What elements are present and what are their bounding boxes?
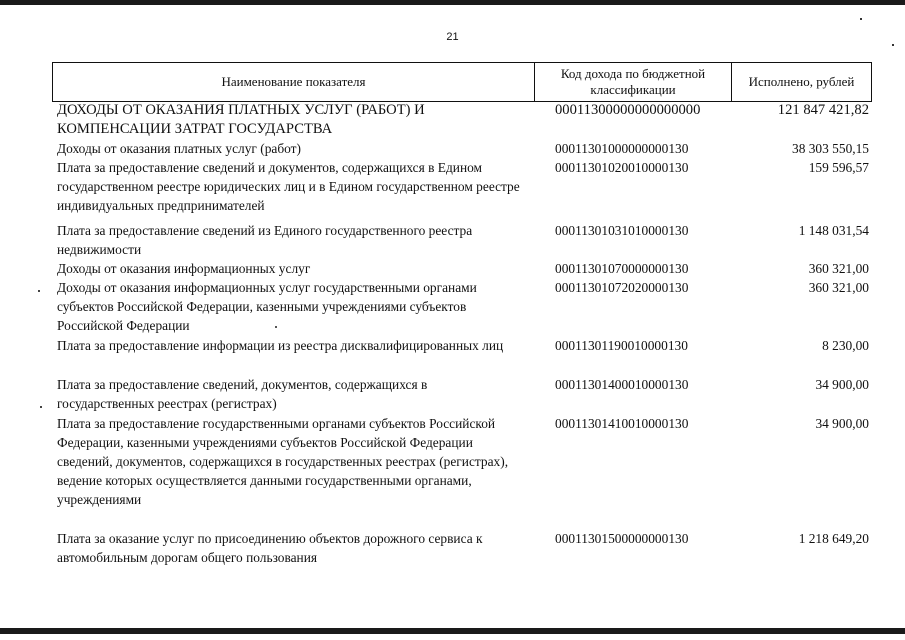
row-code: 00011301400010000130 [555, 377, 689, 392]
row-amount: 360 321,00 [808, 280, 869, 295]
row-code: 00011301020010000130 [555, 160, 689, 175]
scan-speck [40, 406, 42, 408]
row-code: 00011301031010000130 [555, 223, 689, 238]
scan-speck [892, 44, 894, 46]
header-name-column: Наименование показателя [53, 63, 535, 101]
row-name: Плата за предоставление сведений из Единого государственного реестра недвижимости [57, 223, 473, 257]
row-name: Доходы от оказания информационных услуг государственными органами субъектов Российской Федерации, казенными учреждениями субъектов Российской Федерации [57, 280, 477, 333]
row-amount: 159 596,57 [808, 160, 869, 175]
bottom-scan-border [0, 628, 905, 634]
row-code: 00011300000000000000 [555, 102, 701, 118]
page-number: 21 [446, 31, 459, 43]
table-header [52, 62, 872, 102]
row-name: Плата за оказание услуг по присоединению объектов дорожного сервиса к автомобильным дорогам общего пользования [57, 531, 483, 565]
row-code: 00011301410010000130 [555, 416, 689, 431]
row-amount: 1 148 031,54 [798, 223, 869, 238]
header-code-column: Код дохода по бюджетной классификации [535, 63, 732, 101]
scan-speck [38, 290, 40, 292]
header-amount-column: Исполнено, рублей [748, 74, 855, 89]
row-code: 00011301072020000130 [555, 280, 689, 295]
row-amount: 34 900,00 [815, 416, 869, 431]
scan-speck [860, 18, 862, 20]
row-amount: 121 847 421,82 [777, 102, 869, 118]
row-amount: 360 321,00 [808, 261, 869, 276]
row-name: Плата за предоставление сведений и документов, содержащихся в Едином государственном реестре юридических лиц и в Едином государственном реестре индивидуальных предпринимателей [57, 160, 520, 213]
row-amount: 38 303 550,15 [792, 141, 869, 156]
row-name: ДОХОДЫ ОТ ОКАЗАНИЯ ПЛАТНЫХ УСЛУГ (РАБОТ) И КОМПЕНСАЦИИ ЗАТРАТ ГОСУДАРСТВА [57, 102, 425, 137]
row-name: Доходы от оказания платных услуг (работ) [57, 141, 301, 156]
row-amount: 1 218 649,20 [798, 531, 869, 546]
row-code: 00011301500000000130 [555, 531, 689, 546]
row-name: Плата за предоставление сведений, документов, содержащихся в государственных реестрах (регистрах) [57, 377, 428, 411]
row-amount: 8 230,00 [822, 338, 869, 353]
row-code: 00011301000000000130 [555, 141, 689, 156]
row-code: 00011301190010000130 [555, 338, 688, 353]
row-name: Плата за предоставление информации из реестра дисквалифицированных лиц [57, 338, 504, 353]
top-scan-border [0, 0, 905, 5]
row-amount: 34 900,00 [815, 377, 869, 392]
row-name: Доходы от оказания информационных услуг [57, 261, 311, 276]
row-name: Плата за предоставление государственными органами субъектов Российской Федерации, казенными учреждениями субъектов Российской Федерации сведений, документов, содержащихся в государственных реестрах (регистрах), ведение которых осуществляется данными государственными органами, учреждениями [57, 416, 509, 507]
row-code: 00011301070000000130 [555, 261, 689, 276]
